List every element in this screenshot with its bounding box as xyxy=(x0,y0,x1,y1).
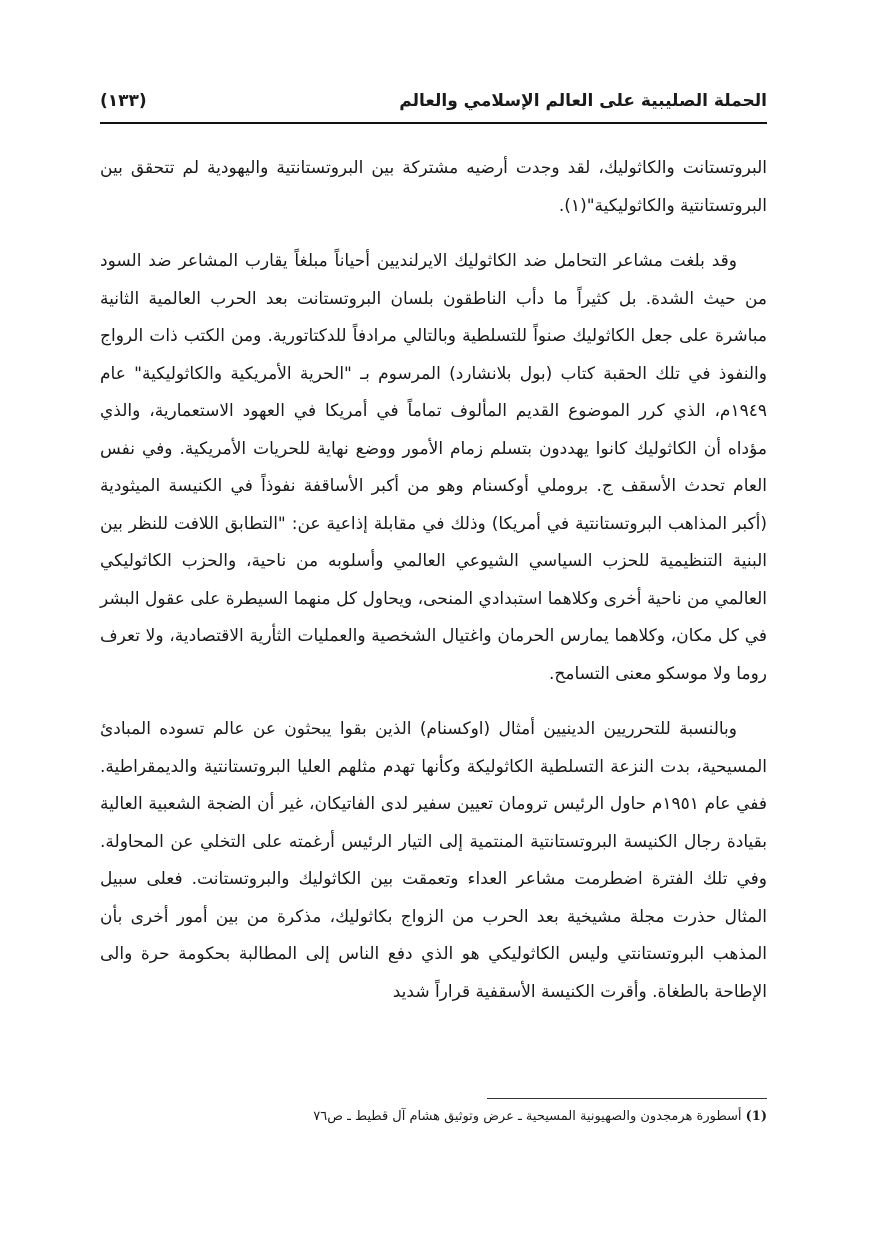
running-header xyxy=(100,86,767,116)
page-number: (١٣٣) xyxy=(100,91,147,111)
body-text xyxy=(100,150,767,1011)
footnote-marker: (1) xyxy=(745,1109,767,1124)
footnote xyxy=(100,1106,767,1128)
footnote-divider xyxy=(487,1098,767,1099)
paragraph: وقد بلغت مشاعر التحامل ضد الكاثوليك الايرلنديين أحياناً مبلغاً يقارب المشاعر ضد السود من حيث الشدة. بل كثيراً ما دأب الناطقون بلسان البروتستانت بعد الحرب العالمية الثانية مباشرة على جعل الكاثوليك صنواً للتسلطية وبالتالي مرادفاً للدكتاتورية. ومن الكتب ذات الرواج والنفوذ في تلك الحقبة كتاب (بول بلانشارد) المرسوم بـ "الحرية الأمريكية والكاثوليكية" عام ١٩٤٩م، الذي كرر الموضوع القديم المألوف تماماً في أمريكا في العهود الاستعمارية، والذي مؤداه أن الكاثوليك كانوا يهددون بتسلم زمام الأمور ووضع نهاية للحريات الأمريكية. وفي نفس العام تحدث الأسقف ج. بروملي أوكسنام وهو من أكبر الأساقفة نفوذاً في الكنيسة الميثودية (أكبر المذاهب البروتستانتية في أمريكا) وذلك في مقابلة إذاعية عن: "التطابق اللافت للنظر بين البنية التنظيمية للحزب السياسي الشيوعي العالمي وأسلوبه من ناحية، والحزب الكاثوليكي العالمي من ناحية أخرى وكلاهما استبدادي المنحى، ويحاول كل منهما السيطرة على عقول البشر في كل مكان، وكلاهما يمارس الحرمان واغتيال الشخصية والعمليات الثأرية الاقتصادية، ولا تعرف روما ولا موسكو معنى التسامح. xyxy=(100,251,767,684)
book-title: الحملة الصليبية على العالم الإسلامي والعالم xyxy=(399,91,767,111)
paragraph: وبالنسبة للتحرريين الدينيين أمثال (اوكسنام) الذين بقوا يبحثون عن عالم تسوده المبادئ المسيحية، بدت النزعة التسلطية الكاثوليكة وكأنها تهدم مثلهم العليا البروتستانتية والديمقراطية. ففي عام ١٩٥١م حاول الرئيس ترومان تعيين سفير لدى الفاتيكان، غير أن الضجة الشعبية العالية بقيادة رجال الكنيسة البروتستانتية المنتمية إلى التيار الرئيس أرغمته على التخلي عن المحاولة. وفي تلك الفترة اضطرمت مشاعر العداء وتعمقت بين الكاثوليك والبروتستانت. فعلى سبيل المثال حذرت مجلة مشيخية بعد الحرب من الزواج بكاثوليك، مذكرة من بين أمور أخرى بأن المذهب البروتستانتي وليس الكاثوليكي هو الذي دفع الناس إلى المطالبة بحكومة حرة والى الإطاحة بالطغاة. وأقرت الكنيسة الأسقفية قراراً شديد xyxy=(100,719,767,1002)
paragraph-continuation: البروتستانت والكاثوليك، لقد وجدت أرضيه مشتركة بين البروتستانتية واليهودية لم تتحقق بين البروتستانتية والكاثوليكية"(١). xyxy=(100,158,767,216)
header-divider xyxy=(100,122,767,124)
footnote-text: أسطورة هرمجدون والصهيونية المسيحية ـ عرض وتوثيق هشام آل قطيط ـ ص٧٦ xyxy=(313,1109,742,1124)
